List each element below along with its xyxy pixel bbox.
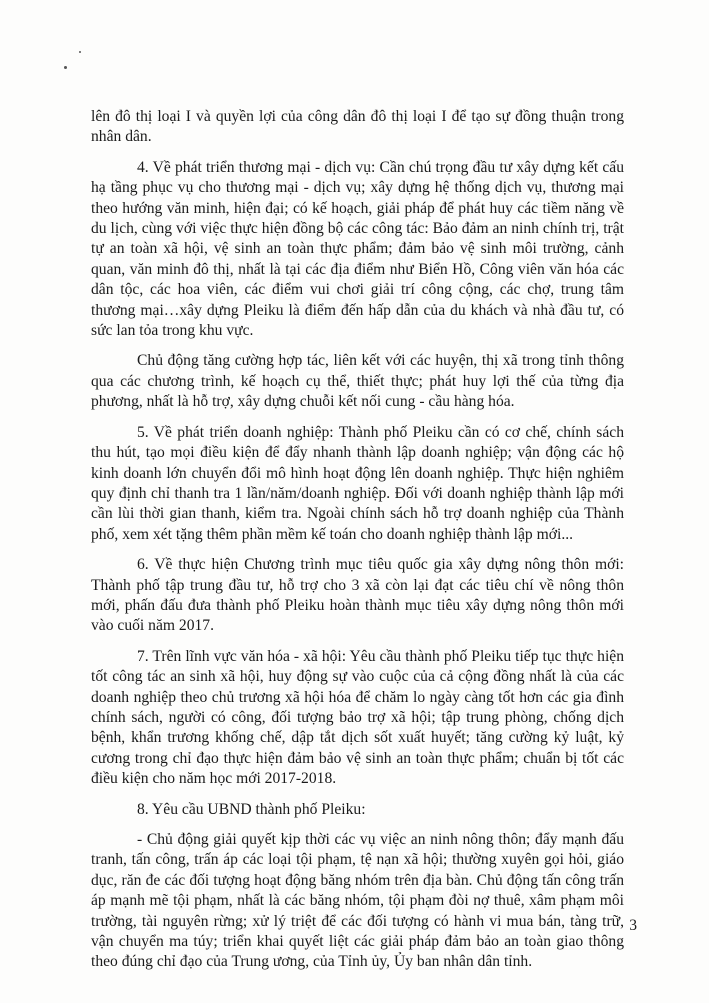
paragraph-trade-services: 4. Về phát triển thương mại - dịch vụ: Cần chú trọng đầu tư xây dựng kết cấu hạ tầng phục vụ cho thương mại - dịch vụ; xây dựng hệ thống dịch vụ, thương mại theo hướng văn minh, hiện đại; có kế hoạch, giải pháp để phát huy các tiềm năng về du lịch, cùng với việc thực hiện đồng bộ các công tác: Bảo đảm an ninh chính trị, trật tự an toàn xã hội, vệ sinh an toàn thực phẩm; đảm bảo vệ sinh môi trường, cảnh quan, văn minh đô thị, nhất là tại các địa điểm như Biển Hồ, Công viên văn hóa các dân tộc, các hoa viên, các điểm vui chơi giải trí công cộng, các chợ, trung tâm thương mại…xây dựng Pleiku là điểm đến hấp dẫn của du khách và nhà đầu tư, có sức lan tỏa trong khu vực. (91, 158, 624, 340)
scan-speck (79, 51, 81, 53)
paragraph-continuation: lên đô thị loại I và quyền lợi của công dân đô thị loại I để tạo sự đồng thuận trong nhân dân. (91, 108, 624, 146)
scan-speck (64, 66, 67, 69)
paragraph-security: - Chủ động giải quyết kịp thời các vụ việc an ninh nông thôn; đẩy mạnh đấu tranh, tấn công, trấn áp các loại tội phạm, tệ nạn xã hội; thường xuyên gọi hỏi, giáo dục, răn đe các đối tượng hoạt động băng nhóm trên địa bàn. Chủ động tấn công trấn áp mạnh mẽ tội phạm, nhất là các băng nhóm, tội phạm đòi nợ thuê, xâm phạm môi trường, tài nguyên rừng; xử lý triệt để các đối tượng có hành vi mua bán, tàng trữ, vận chuyển ma túy; triển khai quyết liệt các giải pháp đảm bảo an toàn giao thông theo đúng chỉ đạo của Trung ương, của Tỉnh ủy, Ủy ban nhân dân tỉnh. (91, 831, 624, 971)
paragraph-rural: 6. Về thực hiện Chương trình mục tiêu quốc gia xây dựng nông thôn mới: Thành phố tập trung đầu tư, hỗ trợ cho 3 xã còn lại đạt các tiêu chí về nông thôn mới, phấn đấu đưa thành phố Pleiku hoàn thành mục tiêu xây dựng nông thôn mới vào cuối năm 2017. (91, 556, 624, 635)
paragraph-culture-society: 7. Trên lĩnh vực văn hóa - xã hội: Yêu cầu thành phố Pleiku tiếp tục thực hiện tốt công tác an sinh xã hội, huy động sự vào cuộc của cả cộng đồng nhất là của các doanh nghiệp theo chủ trương xã hội hóa để chăm lo ngày càng tốt hơn các gia đình chính sách, người có công, đối tượng bảo trợ xã hội; tập trung phòng, chống dịch bệnh, khẩn trương khống chế, dập tắt dịch sốt xuất huyết; tăng cường kỷ luật, kỷ cương trong chỉ đạo thực hiện đảm bảo vệ sinh an toàn thực phẩm; chuẩn bị tốt các điều kiện cho năm học mới 2017-2018. (91, 647, 624, 788)
paragraph-cooperation: Chủ động tăng cường hợp tác, liên kết với các huyện, thị xã trong tỉnh thông qua các chương trình, kế hoạch cụ thể, thiết thực; phát huy lợi thế của từng địa phương, nhất là hỗ trợ, xây dựng chuỗi kết nối cung - cầu hàng hóa. (91, 352, 624, 411)
paragraph-enterprise: 5. Về phát triển doanh nghiệp: Thành phố Pleiku cần có cơ chế, chính sách thu hút, tạo mọi điều kiện để đẩy nhanh thành lập doanh nghiệp; vận động các hộ kinh doanh lớn chuyển đổi mô hình hoạt động lên doanh nghiệp. Thực hiện nghiêm quy định chỉ thanh tra 1 lần/năm/doanh nghiệp. Đối với doanh nghiệp thành lập mới cần lùi thời gian thanh, kiểm tra. Ngoài chính sách hỗ trợ doanh nghiệp của Thành phố, xem xét tặng thêm phần mềm kế toán cho doanh nghiệp thành lập mới... (91, 423, 624, 543)
document-body (91, 107, 624, 983)
paragraph-ubnd-request: 8. Yêu cầu UBND thành phố Pleiku: (137, 800, 366, 818)
page-number: 3 (629, 917, 637, 934)
